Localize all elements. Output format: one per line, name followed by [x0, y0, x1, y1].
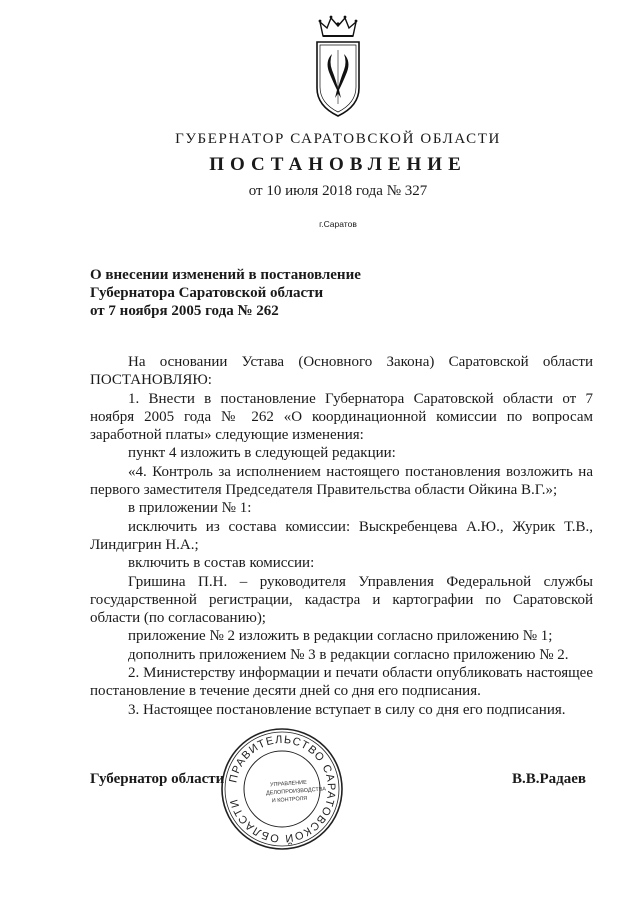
document-type: ПОСТАНОВЛЕНИЕ [209, 154, 467, 175]
body-paragraph: 3. Настоящее постановление вступает в силу со дня его подписания. [128, 701, 566, 718]
document-body [90, 353, 593, 719]
seal-inner-text: УПРАВЛЕНИЕ ДЕЛОПРОИЗВОДСТВА И КОНТРОЛЯ [265, 779, 327, 805]
seal-ring-text: ПРАВИТЕЛЬСТВО САРАТОВСКОЙ ОБЛАСТИ [227, 733, 338, 845]
signatory-name: В.В.Радаев [512, 771, 587, 787]
body-paragraph: включить в состав комиссии: [128, 555, 315, 572]
coat-of-arms-icon [312, 14, 364, 120]
body-paragraph: в приложении № 1: [128, 500, 252, 517]
body-paragraph: дополнить приложением № 3 в редакции согласно приложению № 2. [128, 646, 569, 663]
title-line: Губернатора Саратовской области [90, 285, 324, 302]
body-paragraph: «4. Контроль за исполнением настоящего постановления возложить на первого заместителя Председателя Правительства области Ойкина В.Г.»; [90, 463, 593, 499]
body-paragraph: исключить из состава комиссии: Выскребенцева А.Ю., Журик Т.В., Линдигрин Н.А.; [90, 518, 593, 553]
body-paragraph: приложение № 2 изложить в редакции согласно приложению № 1; [128, 628, 553, 645]
title-line: от 7 ноября 2005 года № 262 [90, 303, 279, 320]
body-paragraph: пункт 4 изложить в следующей редакции: [128, 445, 396, 462]
signatory-position: Губернатор области [90, 771, 225, 787]
document-place: г.Саратов [319, 219, 357, 229]
body-paragraph: 1. Внести в постановление Губернатора Саратовской области от 7 ноября 2005 года № 262 «О координационной комиссии по вопросам заработной платы» следующие изменения: [90, 390, 593, 444]
document-date-number: от 10 июля 2018 года № 327 [248, 183, 428, 199]
title-line: О внесении изменений в постановление [90, 267, 361, 283]
issuing-authority: ГУБЕРНАТОР САРАТОВСКОЙ ОБЛАСТИ [175, 131, 501, 147]
document-title [90, 266, 361, 321]
body-paragraph: Гришина П.Н. – руководителя Управления Федеральной службы государственной регистрации, кадастра и картографии по Саратовской области (по согласованию); [90, 573, 593, 627]
body-paragraph: На основании Устава (Основного Закона) Саратовской области ПОСТАНОВЛЯЮ: [90, 354, 593, 389]
body-paragraph: 2. Министерству информации и печати области опубликовать настоящее постановление в течение десяти дней со дня его подписания. [90, 665, 593, 700]
